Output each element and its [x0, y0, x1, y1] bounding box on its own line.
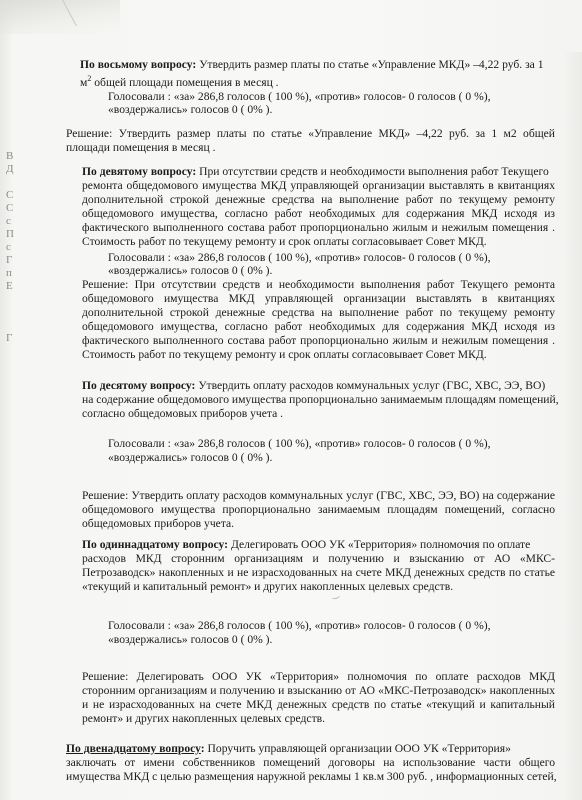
q9-decision-line-1: Решение: При отсутствии средств и необходимости выполнения работ Текущего ремонта [82, 278, 555, 291]
q10-vote-line-2: «воздержались» голосов 0 ( 0% ). [108, 451, 273, 464]
q8-line-2: $м^2$ общей площади помещения в месяц . [80, 74, 279, 89]
q9-line-5: фактического выполненного состава работ пропорционально жилым и нежилым помещения . [82, 221, 555, 234]
q9-line-1: По девятому вопросу: При отсутствии средств и необходимости выполнения работ Текущего [82, 165, 549, 178]
q10-line-3: согласно общедомовых приборов учета . [82, 407, 284, 420]
q9-line-4: общедомового имущества, согласно работ необходимых для содержания МКД исходя из [82, 207, 555, 220]
q8-decision-line-2: площади помещения в месяц . [66, 141, 216, 154]
q9-line-6: Стоимость работ по текущему ремонту и срок оплаты согласовывает Совет МКД. [82, 235, 487, 248]
q9-vote-line-2: «воздержались» голосов 0 ( 0% ). [108, 264, 273, 277]
q11-line-1: По одиннадцатому вопросу: Делегировать ООО УК «Территория» полномочия по оплате [82, 538, 531, 551]
q12-line-1: По двенадцатому вопросу: Поручить управляющей организации ООО УК «Территория» [66, 742, 511, 755]
q9-decision-line-6: Стоимость работ по текущему ремонту и срок оплаты согласовывает Совет МКД. [82, 348, 487, 361]
q11-decision-line-2: сторонним организациям и получению и взысканию от АО «МКС-Петрозаводск» накопленных [82, 684, 555, 697]
q10-vote-line-1: Голосовали : «за» 286,8 голосов ( 100 %), «против» голосов- 0 голосов ( 0 %), [108, 437, 491, 450]
margin-glyph [6, 176, 20, 189]
q11-line-2: расходов МКД сторонним организациям и получению и взысканию от АО «МКС- [82, 552, 555, 565]
q12-line-2: заключать от имени собственников помещений договоры на использование части общего [66, 756, 555, 769]
q11-decision-line-4: ремонт» и других накопленных целевых средств. [82, 712, 326, 725]
margin-glyph: С [6, 202, 14, 214]
q10-decision-line-2: общедомового имущества пропорционально занимаемым площадям помещений, согласно [82, 503, 555, 516]
q11-vote-line-1: Голосовали : «за» 286,8 голосов ( 100 %), «против» голосов- 0 голосов ( 0 %), [108, 619, 491, 632]
margin-glyph: Г [6, 332, 13, 344]
q11-decision-line-3: и не израсходованных на счете МКД денежных средств по статье «текущий и капитальный [82, 698, 555, 711]
q10-decision-line-1: Решение: Утвердить оплату расходов коммунальных услуг (ГВС, ХВС, ЭЭ, ВО) на содержание [82, 489, 555, 502]
margin-glyph: с [6, 215, 11, 227]
margin-glyph: С [6, 189, 14, 201]
margin-glyph: Е [6, 280, 13, 292]
q11-vote-line-2: «воздержались» голосов 0 ( 0% ). [108, 633, 273, 646]
q10-line-2: на содержание общедомового имущества пропорционально занимаемым площадям помещений, [82, 393, 559, 406]
q9-decision-line-2: общедомового имущества МКД управляющей организации выставлять в квитанциях [82, 292, 555, 305]
q9-decision-line-4: общедомового имущества, согласно работ необходимых для содержания МКД исходя из [82, 320, 555, 333]
q9-line-3: дополнительной строкой денежные средства на выполнение работ по текущему ремонту [82, 193, 555, 206]
margin-glyph [6, 319, 20, 332]
q9-decision-line-3: дополнительной строкой денежные средства на выполнение работ по текущему ремонту [82, 306, 555, 319]
page-edge-shadow [563, 52, 582, 800]
margin-glyph: Д [6, 163, 14, 175]
margin-glyph: Г [6, 254, 13, 266]
scan-smudge [330, 592, 340, 600]
q11-decision-line-1: Решение: Делегировать ООО УК «Территория» полномочия по оплате расходов МКД [82, 670, 555, 683]
q11-heading: По одиннадцатому вопросу: [82, 538, 229, 551]
q10-decision-line-3: общедомовых приборов учета. [82, 517, 235, 530]
margin-glyph [6, 306, 20, 319]
margin-glyph [6, 293, 20, 306]
margin-glyph: В [6, 150, 14, 162]
folded-corner [0, 0, 120, 34]
q12-heading: По двенадцатому вопросу [66, 742, 201, 755]
q9-decision-line-5: фактического выполненного состава работ пропорционально жилым и нежилым помещения . [82, 334, 555, 347]
q8-decision-line-1: Решение: Утвердить размер платы по статье «Управление МКД» –4,22 руб. за 1 м2 общей [66, 127, 555, 140]
margin-glyph: п [6, 267, 12, 279]
q10-line-1: По десятому вопросу: Утвердить оплату расходов коммунальных услуг (ГВС, ХВС, ЭЭ, ВО) [82, 379, 546, 392]
q9-vote-line-1: Голосовали : «за» 286,8 голосов ( 100 %), «против» голосов- 0 голосов ( 0 %), [108, 251, 491, 264]
q8-vote-line-2: «воздержались» голосов 0 ( 0% ). [108, 103, 273, 116]
q8-line-1: По восьмому вопросу: Утвердить размер платы по статье «Управление МКД» –4,22 руб. за 1 [80, 58, 544, 71]
q8-heading: По восьмому вопросу: [80, 58, 197, 71]
underlying-page-margin-text [6, 150, 20, 345]
margin-glyph: П [6, 228, 14, 240]
q9-heading: По девятому вопросу: [82, 165, 197, 178]
q11-line-4: «текущий и капитальный ремонт» и других накопленных целевых средств. [82, 580, 454, 593]
q12-line-3: имущества МКД с целью размещения наружной рекламы 1 кв.м 300 руб. , информационных сетей, [66, 770, 557, 783]
q11-line-3: Петрозаводск» накопленных и не израсходованных на счете МКД денежных средств по статье [82, 566, 555, 579]
margin-glyph: с [6, 241, 11, 253]
q9-line-2: ремонта общедомового имущества МКД управляющей организации выставлять в квитанциях [82, 179, 555, 192]
q8-vote-line-1: Голосовали : «за» 286,8 голосов ( 100 %), «против» голосов- 0 голосов ( 0 %), [108, 90, 491, 103]
q10-heading: По десятому вопросу: [82, 379, 196, 392]
